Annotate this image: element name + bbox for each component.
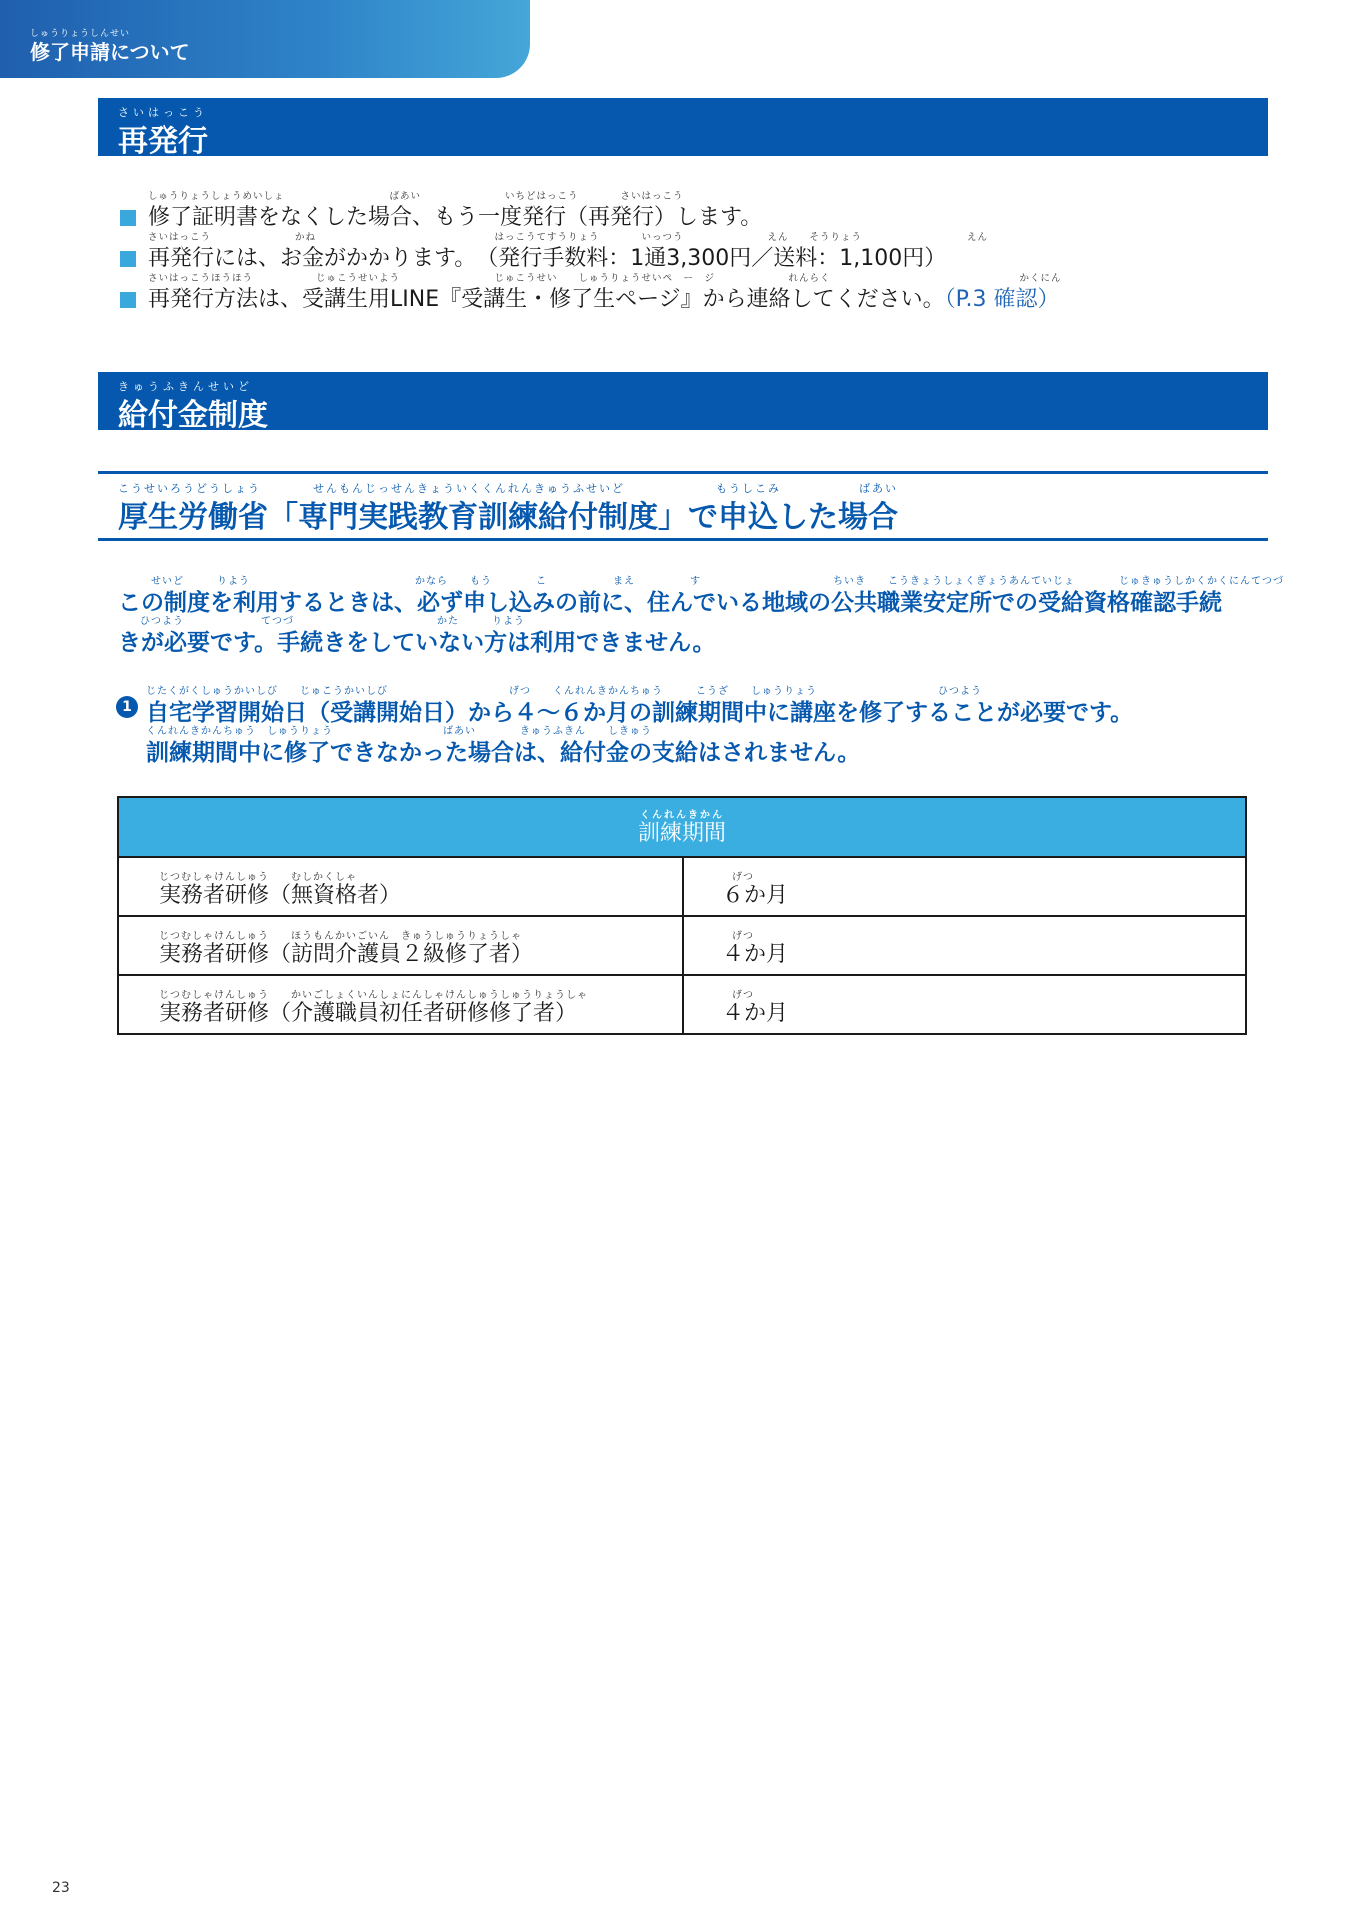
sub-heading-title: 厚生労働省「専門実践教育訓練給付制度」で申込した場合 (118, 500, 898, 535)
bullet-text-main: 再発行方法は、受講生用LINE『受講生・修了生ページ』から連絡してください。 (148, 287, 945, 312)
intro-ruby: せいど りよう かなら もう こ まえ す ちいき こうきょうしょくぎょうあんていじょ じゅきゅうしかくかくにんてつづ (118, 576, 1284, 587)
course-ruby: じつむしゃけんしゅう ほうもんかいごいん きゅうしゅうりょうしゃ (159, 931, 522, 942)
item1-text: 訓練期間中に修了できなかった場合は、給付金の支給はされません。 (146, 740, 861, 766)
table-header (118, 797, 1246, 857)
section-benefit-ruby: きゅうふきんせいど (118, 380, 253, 393)
duration-ruby: げつ (732, 872, 754, 883)
duration-cell (683, 916, 1246, 975)
course-cell (118, 857, 683, 916)
table-header-ruby: くんれんきかん (640, 810, 724, 821)
item1-line-2 (146, 722, 1266, 766)
intro-ruby: ひつよう てつづ かた りよう (118, 616, 525, 627)
page-reference-link[interactable]: （P.3 確認） (944, 287, 1060, 312)
page-number: 23 (52, 1880, 70, 1896)
bullet-text (148, 282, 1060, 313)
course-name: 実務者研修（訪問介護員２級修了者） (159, 942, 534, 967)
item1-ruby: くんれんきかんちゅう しゅうりょう ばあい きゅうふきん しきゅう (146, 726, 652, 737)
duration-cell (683, 975, 1246, 1034)
intro-line-2 (118, 612, 1268, 656)
section-benefit-bar (98, 372, 1268, 433)
sub-heading-ruby: こうせいろうどうしょう せんもんじっせんきょういくくんれんきゅうふせいど もうしこみ ばあい (118, 482, 898, 495)
header-tab-title: 修了申請について (30, 40, 190, 64)
table-row (118, 916, 1246, 975)
duration-value: ４か月 (722, 1001, 789, 1026)
intro-line-1 (118, 572, 1284, 616)
bullet-square-icon (120, 210, 136, 226)
section-reissue-bar (98, 98, 1268, 159)
bullet-ruby: しゅうりょうしょうめいしょ ばあい いちどはっこう さいはっこう (148, 191, 684, 202)
item1-text: 自宅学習開始日（受講開始日）から４〜６か月の訓練期間中に講座を修了することが必要です。 (146, 700, 1134, 726)
bullet-ruby: さいはっこうほうほう じゅこうせいよう じゅこうせい しゅうりょうせいペ ー ジ れんらく かくにん (148, 273, 1062, 284)
bullet-text: 修了証明書をなくした場合、もう一度発行（再発行）します。 (148, 205, 763, 230)
course-name: 実務者研修（介護職員初任者研修修了者） (159, 1001, 578, 1026)
duration-cell (683, 857, 1246, 916)
intro-text: きが必要です。手続きをしていない方は利用できません。 (118, 630, 716, 656)
header-tab (0, 0, 530, 78)
number-1-icon: 1 (116, 696, 138, 718)
section-benefit-title: 給付金制度 (118, 398, 268, 433)
duration-ruby: げつ (732, 931, 754, 942)
course-ruby: じつむしゃけんしゅう かいごしょくいんしょにんしゃけんしゅうしゅうりょうしゃ (159, 990, 588, 1001)
item1-ruby: じたくがくしゅうかいしび じゅこうかいしび げつ くんれんきかんちゅう こうざ しゅうりょう ひつよう (146, 686, 982, 697)
intro-text: この制度を利用するときは、必ず申し込みの前に、住んでいる地域の公共職業安定所での受給資格確認手続 (118, 590, 1222, 616)
bullet-item-2 (120, 229, 1260, 269)
section-reissue-ruby: さいはっこう (118, 106, 208, 119)
bullet-square-icon (120, 292, 136, 308)
training-period-table (117, 796, 1247, 1035)
bullet-item-3 (120, 270, 1260, 310)
course-cell (118, 975, 683, 1034)
table-row (118, 857, 1246, 916)
bullet-square-icon (120, 251, 136, 267)
header-tab-ruby: しゅうりょうしんせい (30, 29, 131, 39)
duration-ruby: げつ (732, 990, 754, 1001)
course-name: 実務者研修（無資格者） (159, 883, 402, 908)
duration-value: ４か月 (722, 942, 789, 967)
duration-value: ６か月 (722, 883, 789, 908)
bullet-ruby: さいはっこう かね はっこうてすうりょう いっつう えん そうりょう えん (148, 232, 989, 243)
bullet-item-1 (120, 188, 1260, 228)
course-ruby: じつむしゃけんしゅう むしかくしゃ (159, 872, 357, 883)
sub-heading (98, 471, 1268, 541)
table-header-title: 訓練期間 (637, 821, 726, 846)
section-reissue-title: 再発行 (118, 124, 208, 159)
bullet-text: 再発行には、お金がかかります。 （発行手数料：1通3,300円／送料：1,100円） (148, 246, 947, 271)
item1-line-1 (146, 682, 1266, 726)
course-cell (118, 916, 683, 975)
table-row (118, 975, 1246, 1034)
